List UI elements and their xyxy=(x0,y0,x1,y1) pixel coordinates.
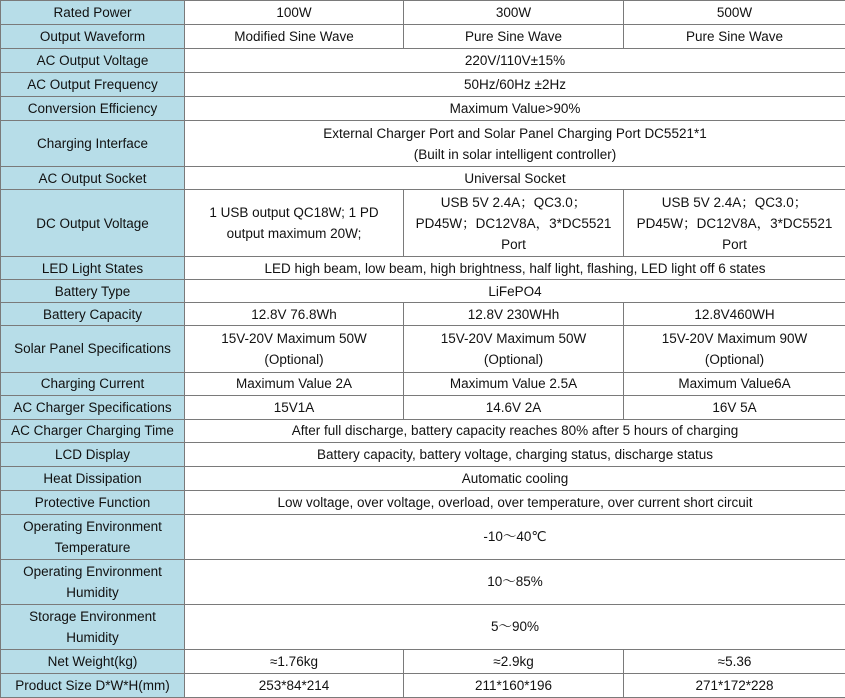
row-ac-output-voltage xyxy=(1,49,845,73)
solar-500w-line-2: (Optional) xyxy=(704,351,765,367)
net-weight-500w: ≈5.36 xyxy=(624,649,845,673)
product-size-300w: 211*160*196 xyxy=(404,673,624,697)
row-lcd-display xyxy=(1,442,845,466)
solar-panel-500w xyxy=(624,326,845,372)
charging-interface-line-1: External Charger Port and Solar Panel Charging Port DC5521*1 xyxy=(323,125,707,141)
charging-current-300w: Maximum Value 2.5A xyxy=(404,372,624,395)
label-output-waveform: Output Waveform xyxy=(1,25,185,49)
row-ac-charger-time xyxy=(1,419,845,442)
row-operating-env-humidity xyxy=(1,559,845,604)
row-product-size xyxy=(1,673,845,697)
row-rated-power xyxy=(1,1,845,25)
battery-capacity-500w: 12.8V460WH xyxy=(624,303,845,326)
dc-output-voltage-300w xyxy=(404,190,624,257)
dc-output-300w-line-3: Port xyxy=(501,236,526,252)
dc-output-100w-line-1: 1 USB output QC18W; 1 PD xyxy=(209,205,379,221)
row-battery-type xyxy=(1,280,845,303)
output-waveform-100w: Modified Sine Wave xyxy=(185,25,404,49)
dc-output-300w-line-1: USB 5V 2.4A；QC3.0； xyxy=(440,194,587,210)
dc-output-voltage-100w xyxy=(185,190,404,257)
charging-interface-line-2: (Built in solar intelligent controller) xyxy=(413,146,617,162)
storage-env-humidity-value: 5～90% xyxy=(185,604,845,649)
label-led-light-states: LED Light States xyxy=(1,257,185,280)
ac-charger-specs-500w: 16V 5A xyxy=(624,395,845,419)
solar-300w-line-2: (Optional) xyxy=(483,351,544,367)
storage-humidity-label-line-2: Humidity xyxy=(66,629,119,645)
dc-output-500w-line-2: PD45W；DC12V8A，3*DC5521 xyxy=(636,215,833,231)
conversion-efficiency-value: Maximum Value>90% xyxy=(185,97,845,121)
op-temp-label-line-1: Operating Environment xyxy=(23,518,162,534)
row-net-weight xyxy=(1,649,845,673)
row-ac-output-socket xyxy=(1,167,845,190)
output-waveform-300w: Pure Sine Wave xyxy=(404,25,624,49)
row-ac-charger-specs xyxy=(1,395,845,419)
op-temp-label-line-2: Temperature xyxy=(54,539,131,555)
operating-env-humidity-value: 10～85% xyxy=(185,559,845,604)
solar-100w-line-1: 15V-20V Maximum 50W xyxy=(221,330,367,346)
row-output-waveform xyxy=(1,25,845,49)
solar-panel-300w xyxy=(404,326,624,372)
label-heat-dissipation: Heat Dissipation xyxy=(1,466,185,490)
lcd-display-value: Battery capacity, battery voltage, charging status, discharge status xyxy=(185,442,845,466)
label-ac-output-socket: AC Output Socket xyxy=(1,167,185,190)
label-conversion-efficiency: Conversion Efficiency xyxy=(1,97,185,121)
row-battery-capacity xyxy=(1,303,845,326)
ac-output-frequency-value: 50Hz/60Hz ±2Hz xyxy=(185,73,845,97)
row-operating-env-temperature xyxy=(1,514,845,559)
ac-output-socket-value: Universal Socket xyxy=(185,167,845,190)
label-rated-power: Rated Power xyxy=(1,1,185,25)
label-net-weight: Net Weight(kg) xyxy=(1,649,185,673)
rated-power-500w: 500W xyxy=(624,1,845,25)
dc-output-500w-line-3: Port xyxy=(722,236,747,252)
label-protective-function: Protective Function xyxy=(1,490,185,514)
label-operating-env-temperature xyxy=(1,514,185,559)
label-operating-env-humidity xyxy=(1,559,185,604)
net-weight-100w: ≈1.76kg xyxy=(185,649,404,673)
row-protective-function xyxy=(1,490,845,514)
label-charging-interface: Charging Interface xyxy=(1,121,185,167)
ac-output-voltage-value: 220V/110V±15% xyxy=(185,49,845,73)
label-ac-charger-time: AC Charger Charging Time xyxy=(1,419,185,442)
net-weight-300w: ≈2.9kg xyxy=(404,649,624,673)
charging-current-100w: Maximum Value 2A xyxy=(185,372,404,395)
operating-env-temperature-value: -10～40℃ xyxy=(185,514,845,559)
solar-500w-line-1: 15V-20V Maximum 90W xyxy=(661,330,808,346)
output-waveform-500w: Pure Sine Wave xyxy=(624,25,845,49)
charging-current-500w: Maximum Value6A xyxy=(624,372,845,395)
solar-300w-line-1: 15V-20V Maximum 50W xyxy=(440,330,587,346)
battery-capacity-100w: 12.8V 76.8Wh xyxy=(185,303,404,326)
solar-panel-100w xyxy=(185,326,404,372)
row-solar-panel xyxy=(1,326,845,372)
row-storage-env-humidity xyxy=(1,604,845,649)
label-storage-env-humidity xyxy=(1,604,185,649)
led-light-states-value: LED high beam, low beam, high brightness, half light, flashing, LED light off 6 states xyxy=(185,257,845,280)
solar-100w-line-2: (Optional) xyxy=(264,351,324,367)
label-dc-output-voltage: DC Output Voltage xyxy=(1,190,185,257)
row-dc-output-voltage xyxy=(1,190,845,257)
label-lcd-display: LCD Display xyxy=(1,442,185,466)
dc-output-500w-line-1: USB 5V 2.4A；QC3.0； xyxy=(661,194,808,210)
rated-power-100w: 100W xyxy=(185,1,404,25)
charging-interface-value xyxy=(185,121,845,167)
ac-charger-specs-300w: 14.6V 2A xyxy=(404,395,624,419)
dc-output-100w-line-2: output maximum 20W; xyxy=(226,226,362,242)
label-product-size: Product Size D*W*H(mm) xyxy=(1,673,185,697)
label-charging-current: Charging Current xyxy=(1,372,185,395)
dc-output-300w-line-2: PD45W；DC12V8A，3*DC5521 xyxy=(415,215,612,231)
label-ac-charger-specs: AC Charger Specifications xyxy=(1,395,185,419)
row-heat-dissipation xyxy=(1,466,845,490)
storage-humidity-label-line-1: Storage Environment xyxy=(29,608,156,624)
label-ac-output-voltage: AC Output Voltage xyxy=(1,49,185,73)
op-humidity-label-line-2: Humidity xyxy=(66,584,119,600)
label-battery-capacity: Battery Capacity xyxy=(1,303,185,326)
rated-power-300w: 300W xyxy=(404,1,624,25)
row-charging-interface xyxy=(1,121,845,167)
label-solar-panel: Solar Panel Specifications xyxy=(1,326,185,372)
product-size-500w: 271*172*228 xyxy=(624,673,845,697)
ac-charger-time-value: After full discharge, battery capacity reaches 80% after 5 hours of charging xyxy=(185,419,845,442)
battery-capacity-300w: 12.8V 230WHh xyxy=(404,303,624,326)
row-conversion-efficiency xyxy=(1,97,845,121)
protective-function-value: Low voltage, over voltage, overload, over temperature, over current short circuit xyxy=(185,490,845,514)
op-humidity-label-line-1: Operating Environment xyxy=(23,563,162,579)
heat-dissipation-value: Automatic cooling xyxy=(185,466,845,490)
dc-output-voltage-500w xyxy=(624,190,845,257)
row-ac-output-frequency xyxy=(1,73,845,97)
label-battery-type: Battery Type xyxy=(1,280,185,303)
battery-type-value: LiFePO4 xyxy=(185,280,845,303)
product-size-100w: 253*84*214 xyxy=(185,673,404,697)
label-ac-output-frequency: AC Output Frequency xyxy=(1,73,185,97)
row-led-light-states xyxy=(1,257,845,280)
row-charging-current xyxy=(1,372,845,395)
ac-charger-specs-100w: 15V1A xyxy=(185,395,404,419)
